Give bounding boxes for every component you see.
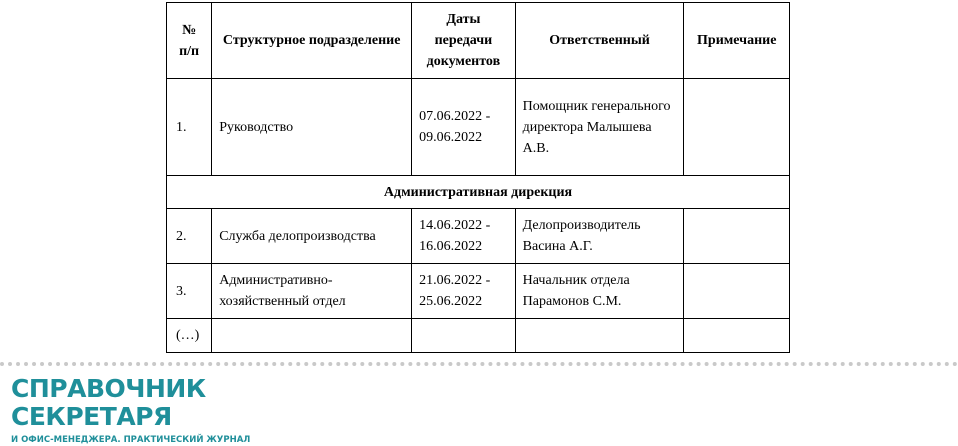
documents-transfer-table — [166, 2, 790, 353]
row-unit — [212, 319, 412, 353]
row-note — [684, 209, 790, 264]
row-unit: Служба делопроизводства — [212, 209, 412, 264]
header-responsible: Ответственный — [515, 3, 684, 79]
header-note: Примечание — [684, 3, 790, 79]
dotted-divider — [0, 362, 958, 366]
table-row — [167, 79, 790, 176]
header-number: № п/п — [167, 3, 212, 79]
row-number: (…) — [167, 319, 212, 353]
table-row — [167, 209, 790, 264]
row-number: 1. — [167, 79, 212, 176]
journal-logo — [11, 375, 250, 446]
row-responsible: Помощник генерального директора Малышева А.В. — [515, 79, 684, 176]
section-title: Административная дирекция — [167, 176, 790, 209]
row-number: 2. — [167, 209, 212, 264]
row-responsible: Делопроизводитель Васина А.Г. — [515, 209, 684, 264]
row-responsible — [515, 319, 684, 353]
row-dates: 21.06.2022 - 25.06.2022 — [412, 264, 515, 319]
section-row — [167, 176, 790, 209]
row-dates: 14.06.2022 - 16.06.2022 — [412, 209, 515, 264]
header-dates: Даты передачи документов — [412, 3, 515, 79]
logo-subtitle: И ОФИС-МЕНЕДЖЕРА. ПРАКТИЧЕСКИЙ ЖУРНАЛ — [11, 435, 251, 445]
row-unit: Руководство — [212, 79, 412, 176]
logo-line-2: СЕКРЕТАРЯ — [11, 402, 172, 431]
header-unit: Структурное подразделение — [212, 3, 412, 79]
row-unit: Административно-хозяйственный отдел — [212, 264, 412, 319]
row-note — [684, 264, 790, 319]
row-note — [684, 319, 790, 353]
row-note — [684, 79, 790, 176]
logo-line-1: СПРАВОЧНИК — [11, 374, 206, 403]
row-dates — [412, 319, 515, 353]
row-dates: 07.06.2022 - 09.06.2022 — [412, 79, 515, 176]
row-number: 3. — [167, 264, 212, 319]
row-responsible: Начальник отдела Парамонов С.М. — [515, 264, 684, 319]
table-row — [167, 264, 790, 319]
table-row — [167, 319, 790, 353]
table-header-row — [167, 3, 790, 79]
